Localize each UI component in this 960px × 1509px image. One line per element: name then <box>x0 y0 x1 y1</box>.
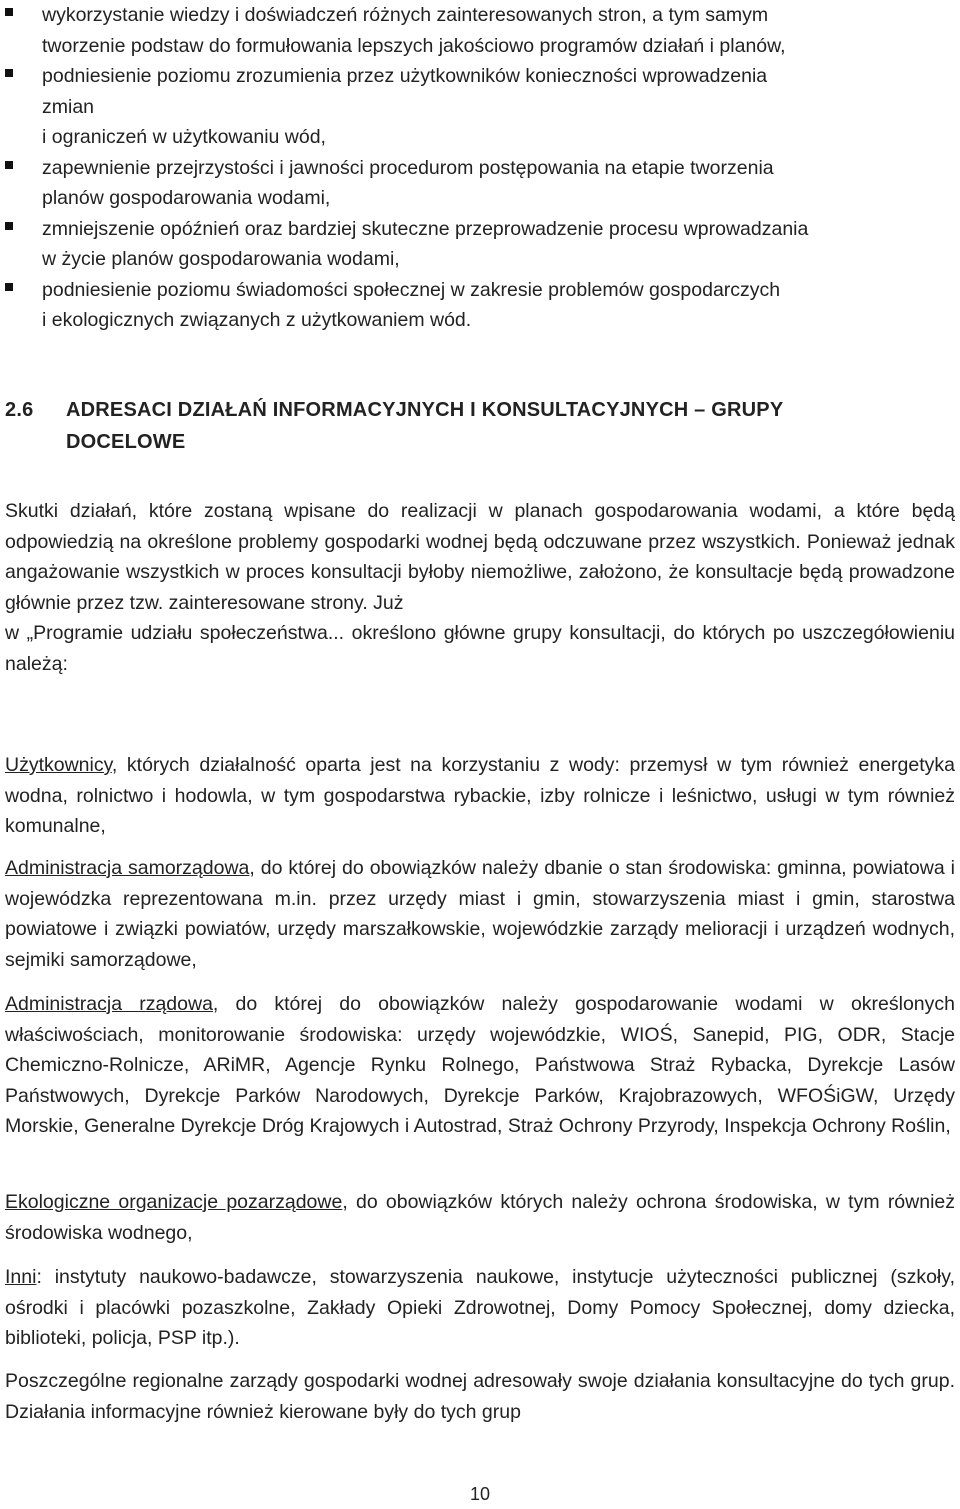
intro-text-2: w „Programie udziału społeczeństwa... określono główne grupy konsultacji, do których po uszczegółowieniu należą: <box>5 622 955 675</box>
bullet-text-line: zapewnienie przejrzystości i jawności procedurom postępowania na etapie tworzenia <box>42 156 774 179</box>
group-description: , których działalność oparta jest na korzystaniu z wody: przemysł w tym również energetyka wodna, rolnictwo i hodowla, w tym gospodarstwa rybackie, izby rolnicze i leśnictwo, usługi w tym również komunalne, <box>5 754 955 837</box>
bullet-text-line: planów gospodarowania wodami, <box>42 187 331 209</box>
section-title-line1: ADRESACI DZIAŁAŃ INFORMACYJNYCH I KONSULTACYJNYCH – GRUPY <box>66 399 784 421</box>
group-ngo <box>5 1187 955 1248</box>
bullet-text-line: w życie planów gospodarowania wodami, <box>42 248 400 270</box>
group-description: : instytuty naukowo-badawcze, stowarzyszenia naukowe, instytucje użyteczności publicznej (szkoły, ośrodki i placówki pozaszkolne, Zakłady Opieki Zdrowotnej, Domy Pomocy Społecznej, domy dziecka, biblioteki, policja, PSP itp.). <box>5 1266 955 1349</box>
closing-paragraph: Poszczególne regionalne zarządy gospodarki wodnej adresowały swoje działania konsultacyjne do tych grup. Działania informacyjne również kierowane były do tych grup <box>5 1370 955 1423</box>
bullet-text-line: i ekologicznych związanych z użytkowaniem wód. <box>42 309 472 331</box>
intro-paragraph <box>5 496 955 679</box>
group-description: , do której do obowiązków należy dbanie o stan środowiska: gminna, powiatowa i wojewódzka reprezentowana m.in. przez urzędy miast i gmin, stowarzyszenia miast i gmin, starostwa powiatowe i związki powiatów, urzędy marszałkowskie, wojewódzkie zarządy melioracji i urządzeń wodnych, sejmiki samorządowe, <box>5 857 955 971</box>
square-bullet-icon <box>5 8 13 16</box>
bullet-text-line: podniesienie poziomu świadomości społecznej w zakresie problemów gospodarczych <box>42 278 781 301</box>
square-bullet-icon <box>5 283 13 291</box>
group-name: Ekologiczne organizacje pozarządowe <box>5 1191 343 1213</box>
group-description: , do której do obowiązków należy gospodarowanie wodami w określonych właściwościach, monitorowanie środowiska: urzędy wojewódzkie, WIOŚ, Sanepid, PIG, ODR, Stacje Chemiczno-Rolnicze, ARiMR, Agencje Rynku Rolnego, Państwowa Straż Rybacka, Dyrekcje Lasów Państwowych, Dyrekcje Parków Narodowych, Dyrekcje Parków, Krajobrazowych, WFOŚiGW, Urzędy Morskie, Generalne Dyrekcje Dróg Krajowych i Autostrad, Straż Ochrony Przyrody, Inspekcja Ochrony Roślin, <box>5 993 955 1137</box>
page-number: 10 <box>469 1484 491 1504</box>
bullet-item <box>0 214 960 275</box>
square-bullet-icon <box>5 222 13 230</box>
bullet-list <box>0 0 960 336</box>
bullet-item <box>0 61 960 153</box>
group-name: Użytkownicy <box>5 754 112 776</box>
group-name: Inni <box>5 1266 37 1288</box>
bullet-text-line: zmniejszenie opóźnień oraz bardziej skuteczne przeprowadzenie procesu wprowadzania <box>42 217 809 240</box>
group-local-administration <box>5 853 955 975</box>
group-government-administration <box>5 989 955 1142</box>
square-bullet-icon <box>5 161 13 169</box>
bullet-text-line: i ograniczeń w użytkowaniu wód, <box>42 126 326 148</box>
bullet-item <box>0 153 960 214</box>
bullet-text-line: podniesienie poziomu zrozumienia przez użytkowników konieczności wprowadzenia <box>42 65 768 87</box>
group-users <box>5 750 955 842</box>
bullet-text-line: wykorzystanie wiedzy i doświadczeń różnych zainteresowanych stron, a tym samym <box>42 4 769 26</box>
group-name: Administracja rządowa <box>5 993 213 1015</box>
intro-text-1: Skutki działań, które zostaną wpisane do realizacji w planach gospodarowania wodami, a które będą odpowiedzią na określone problemy gospodarki wodnej będą odczuwane przez wszystkich. Ponieważ jednak angażowanie wszystkich w proces konsultacji byłoby niemożliwe, założono, że konsultacje będą prowadzone głównie przez tzw. zainteresowane strony. Już <box>5 500 955 614</box>
bullet-item <box>0 275 960 336</box>
group-description: , do obowiązków których należy ochrona środowiska, w tym również środowiska wodnego, <box>5 1191 956 1244</box>
section-number: 2.6 <box>5 399 34 421</box>
section-title-line2: DOCELOWE <box>66 431 186 453</box>
bullet-item <box>0 0 960 61</box>
section-heading <box>5 394 955 458</box>
square-bullet-icon <box>5 69 13 77</box>
group-others <box>5 1262 955 1354</box>
bullet-text-line: zmian <box>42 95 95 118</box>
group-name: Administracja samorządowa <box>5 857 250 879</box>
bullet-text-line: tworzenie podstaw do formułowania lepszych jakościowo programów działań i planów, <box>42 34 786 57</box>
